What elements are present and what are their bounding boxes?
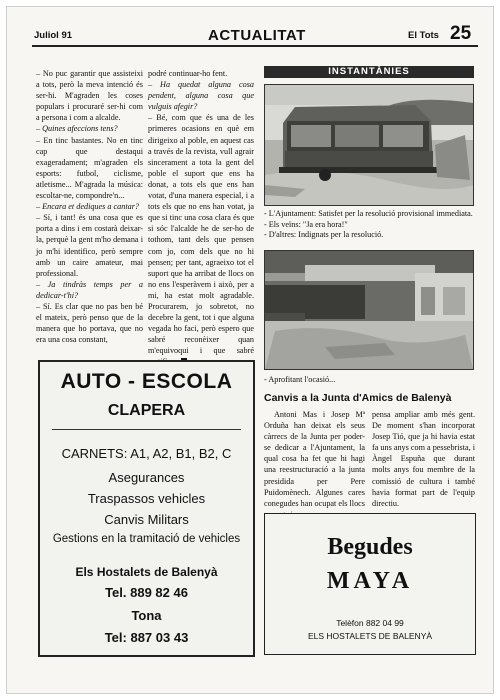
- ad-location: Els Hostalets de Balenyà: [75, 565, 218, 579]
- header-divider: [32, 45, 478, 47]
- ad-carnets: CARNETS: A1, A2, B1, B2, C: [61, 446, 232, 461]
- interview-column-2: [148, 68, 254, 368]
- warehouse-photo-image: [265, 251, 473, 369]
- article-column-1: Antoni Mas i Josep Mª Orduña han deixat els seus càrrecs de la Junta per poder-se dedicar a l'Ajuntament, la qual cosa ha fet que hi hagi una reestructuració a la junta presidida per Pere Puidomènech. Algunes cares conegudes han ocupat els llocs: [264, 410, 365, 508]
- interview-question: – Encara et dediques a cantar?: [36, 202, 140, 212]
- ad-phone: Tel: 887 03 43: [104, 630, 189, 645]
- publication-name: El Tots: [408, 30, 439, 41]
- interview-column-1: [36, 68, 143, 345]
- interview-answer: – Sí, i tant! és una cosa que es porta a dins i em costarà deixar-la, perquè la gent m'ho demana i jo m'hi identifico, però sempre amb un caire amateur, mai professional.: [36, 213, 143, 278]
- ad-maya-brand: MAYA: [326, 568, 414, 594]
- photo-warehouse: [264, 250, 474, 370]
- photo-caption: - Els veïns: "Ja era hora!": [264, 219, 348, 229]
- interview-answer: [148, 112, 254, 367]
- ad-location: Tona: [131, 608, 162, 623]
- ad-service: Asegurances: [108, 470, 185, 485]
- interview-question: – Quines afeccions tens?: [36, 124, 118, 134]
- caravan-photo-image: [265, 85, 473, 205]
- interview-question: – Ja tindràs temps per a dedicar-t'hi?: [36, 279, 143, 300]
- ad-phone: Tel. 889 82 46: [105, 585, 188, 600]
- interview-answer: – En tinc bastantes. No en tinc cap que destaqui exageradament; m'agraden els esports: futbol, ciclisme, atletisme... M'agrada la música: escoltar-ne, compondre'n...: [36, 135, 143, 201]
- photo-caption-group-1: [264, 209, 476, 241]
- issue-date: Juliol 91: [34, 30, 73, 41]
- ad-maya-location: ELS HOSTALETS DE BALENYÀ: [307, 631, 433, 641]
- ad-begudes-maya: [264, 513, 476, 655]
- photo-caption: - Aprofitant l'ocasió...: [264, 375, 336, 384]
- interview-answer: podré continuar-ho fent.: [148, 69, 228, 78]
- ad-maya-line1: Begudes: [327, 534, 413, 560]
- page-number: 25: [450, 23, 472, 44]
- interview-question: – Ha quedat alguna cosa pendent, alguna cosa que vulguis afegir?: [148, 80, 254, 112]
- ad-autoescola-title: AUTO - ESCOLA: [60, 370, 233, 393]
- ad-autoescola: [38, 360, 255, 657]
- article-column-2: pensa ampliar amb més gent. De moment s'han incorporat Josep Tió, que ja hi havia estat fa uns anys com a pessebrista, i Àngel Espuña que durant molts anys fou membre de la comissió de cultura i també havia format part de l'equip directiu.: [372, 410, 475, 508]
- ad-divider: [52, 429, 241, 430]
- instantanies-heading: INSTANTÀNIES: [264, 66, 474, 78]
- ad-autoescola-subtitle: CLAPERA: [107, 402, 186, 419]
- ad-maya-phone: Telèfon 882 04 99: [336, 618, 404, 628]
- photo-caption: - L'Ajuntament: Satisfet per la resolució provisional immediata.: [264, 209, 473, 218]
- article-title: Canvis a la Junta d'Amics de Balenyà: [264, 392, 452, 404]
- interview-answer: – Sí. Es clar que no pas ben bé el mateix, però penso que de la manera que ho portava, que no era una cosa constant,: [36, 301, 143, 345]
- section-title: ACTUALITAT: [208, 27, 306, 44]
- photo-caravan: [264, 84, 474, 206]
- ad-service: Gestions en la tramitació de vehicles: [52, 533, 241, 545]
- ad-service: Traspassos vehicles: [87, 491, 206, 506]
- ad-service: Canvis Militars: [104, 512, 189, 527]
- photo-caption: - D'altres: Indignats per la resolució.: [264, 230, 384, 239]
- interview-answer: – No puc garantir que assisteixi a tots, però la meva intenció és ser-hi. M'agraden les coses populars i procuraré ser-hi com a persona i com a alcalde.: [36, 69, 143, 123]
- interview-answer-text: – Bé, com que és una de les primeres ocasions en què em dirigeixo al poble, en aquest cas a través de la revista, vull agrair sincerament a tota la gent del poble el suport que ens ha donat, a tots els que ens han votat, d'una manera especial, i a tots els que no ens han votat, ja que si tinc una cosa clara és que si sóc l'alcalde he de ser-ho de tothom, tant dels que pensen com jo, com dels que no hi pensen; per tant, agraeixo tot el suport que ha arribat de llocs on no ens l'esperàvem i això, per a mi, ha estat molt agradable. Procurarem, jo sobretot, no decebre la gent, tot i que alguna vegada ho faci, però espero que sabré reconèixer quan m'equivoqui i que sabré: [148, 113, 254, 356]
